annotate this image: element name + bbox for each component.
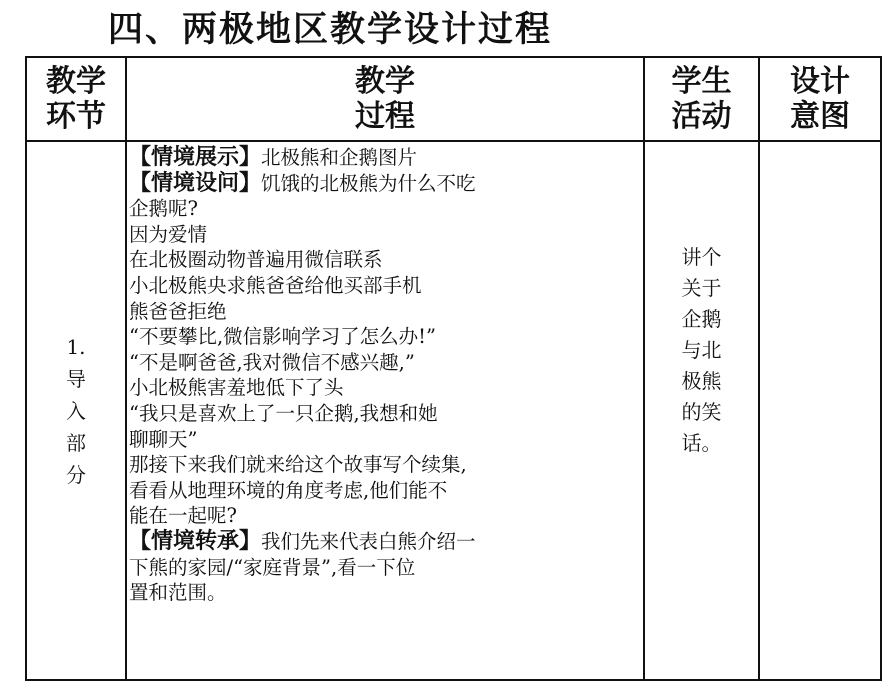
process-line: 在北极圈动物普遍用微信联系 [129,248,383,272]
process-line: 置和范围。 [129,581,227,605]
process-line: 那接下来我们就来给这个故事写个续集, [129,453,467,477]
process-line: 看看从地理环境的角度考虑,他们能不 [129,478,448,502]
process-line: “不要攀比,微信影响学习了怎么办!” [129,325,436,349]
process-line: 聊聊天” [129,427,198,451]
process-line: 小北极熊害羞地低下了头 [129,376,344,400]
table-header-row [26,57,881,141]
process-line: 【情境展示】北极熊和企鹅图片 [129,145,418,170]
document-title: 四、两极地区教学设计过程 [108,10,553,50]
process-line: 【情境设问】饥饿的北极熊为什么不吃 [129,170,476,196]
process-tag: 【情境展示】 [129,145,262,170]
header-process: 教学 过程 [126,57,644,141]
process-line: “不是啊爸爸,我对微信不感兴趣,” [129,350,415,374]
lesson-design-table [25,56,882,681]
process-line: 企鹅呢? [129,197,198,221]
process-line: 能在一起呢? [129,504,237,528]
process-cell [126,141,644,680]
header-intent: 设计 意图 [759,57,881,141]
process-line: 熊爸爸拒绝 [129,299,227,323]
header-activity: 学生 活动 [644,57,759,141]
table-row [26,141,881,680]
process-tag: 【情境转承】 [129,528,262,554]
header-stage: 教学 环节 [26,57,126,141]
activity-cell: 讲个 关于 企鹅 与北 极熊 的笑 话。 [644,141,759,680]
intent-cell [759,141,881,680]
process-line: 小北极熊央求熊爸爸给他买部手机 [129,273,422,297]
process-line: 【情境转承】我们先来代表白熊介绍一 [129,528,476,554]
stage-cell: 1. 导 入 部 分 [26,141,126,680]
process-tag: 【情境设问】 [129,170,262,196]
process-line: 下熊的家园/“家庭背景”,看一下位 [129,555,416,579]
process-line: “我只是喜欢上了一只企鹅,我想和她 [129,401,438,425]
process-line: 因为爱情 [129,222,208,246]
